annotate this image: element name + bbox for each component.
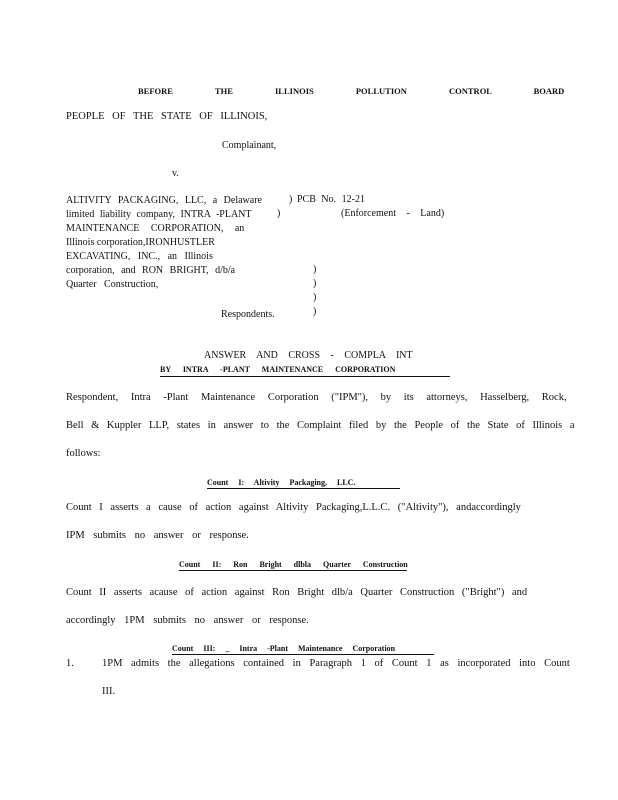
caption-bracket: ): [313, 292, 317, 303]
intro-line: follows:: [66, 448, 101, 459]
count-heading-underline: [172, 654, 434, 655]
document-title: ANSWER AND CROSS - COMPLA INT: [204, 350, 413, 361]
case-type: (Enforcement - Land): [341, 208, 445, 219]
count-heading: Count II: Ron Bright dlbla Quarter Construction: [179, 560, 408, 569]
count-text-line: Count I asserts a cause of action against Altivity Packaging,L.L.C. ("Altivity"), andaccordingly: [66, 502, 521, 513]
list-item-text: 1PM admits the allegations contained in Paragraph 1 of Count 1 as incorporated into Count: [102, 658, 570, 669]
complainant-label: Complainant,: [222, 140, 277, 151]
versus-label: v.: [172, 168, 179, 179]
respondents-label: Respondents.: [221, 309, 275, 320]
count-text-line: accordingly 1PM submits no answer or response.: [66, 615, 309, 626]
document-subtitle: BY INTRA -PLANT MAINTENANCE CORPORATION: [160, 365, 396, 374]
list-item-text: III.: [102, 686, 116, 697]
defendant-line: corporation, and RON BRIGHT, d/b/a: [66, 265, 236, 276]
count-heading: Count III: _ Intra -Plant Maintenance Corporation: [172, 644, 396, 653]
title-underline: [160, 376, 450, 377]
count-heading: Count I: Altivity Packaging, LLC.: [207, 478, 356, 487]
defendant-line: limited liability company, INTRA -PLANT: [66, 209, 252, 220]
caption-bracket: ): [313, 264, 317, 275]
count-heading-underline: [207, 488, 400, 489]
intro-line: Bell & Kuppler LLP, states in answer to the Complaint filed by the People of the State of Illinois a: [66, 420, 575, 431]
list-item-number: 1.: [66, 658, 74, 669]
plaintiff-name: PEOPLE OF THE STATE OF ILLINOIS,: [66, 111, 268, 122]
caption-bracket: ): [313, 306, 317, 317]
caption-bracket: ): [313, 278, 317, 289]
intro-line: Respondent, Intra -Plant Maintenance Corporation ("IPM"), by its attorneys, Hasselberg, Rock,: [66, 392, 567, 403]
caption-bracket: ): [289, 194, 293, 205]
defendant-line: Quarter Construction,: [66, 279, 159, 290]
count-text-line: IPM submits no answer or response.: [66, 530, 249, 541]
defendant-line: ALTIVITY PACKAGING, LLC, a Delaware: [66, 195, 262, 206]
count-heading-underline: [179, 570, 407, 571]
defendant-line: Illinois corporation,IRONHUSTLER: [66, 237, 215, 248]
caption-bracket: ): [277, 208, 281, 219]
defendant-line: EXCAVATING, INC., an Illinois: [66, 251, 213, 262]
count-text-line: Count II asserts acause of action against Ron Bright dlb/a Quarter Construction ("Bright") and: [66, 587, 528, 598]
defendant-line: MAINTENANCE CORPORATION, an: [66, 223, 245, 234]
board-title: BEFORE THE ILLINOIS POLLUTION CONTROL BOARD: [138, 86, 565, 96]
case-number: PCB No. 12-21: [297, 194, 365, 205]
